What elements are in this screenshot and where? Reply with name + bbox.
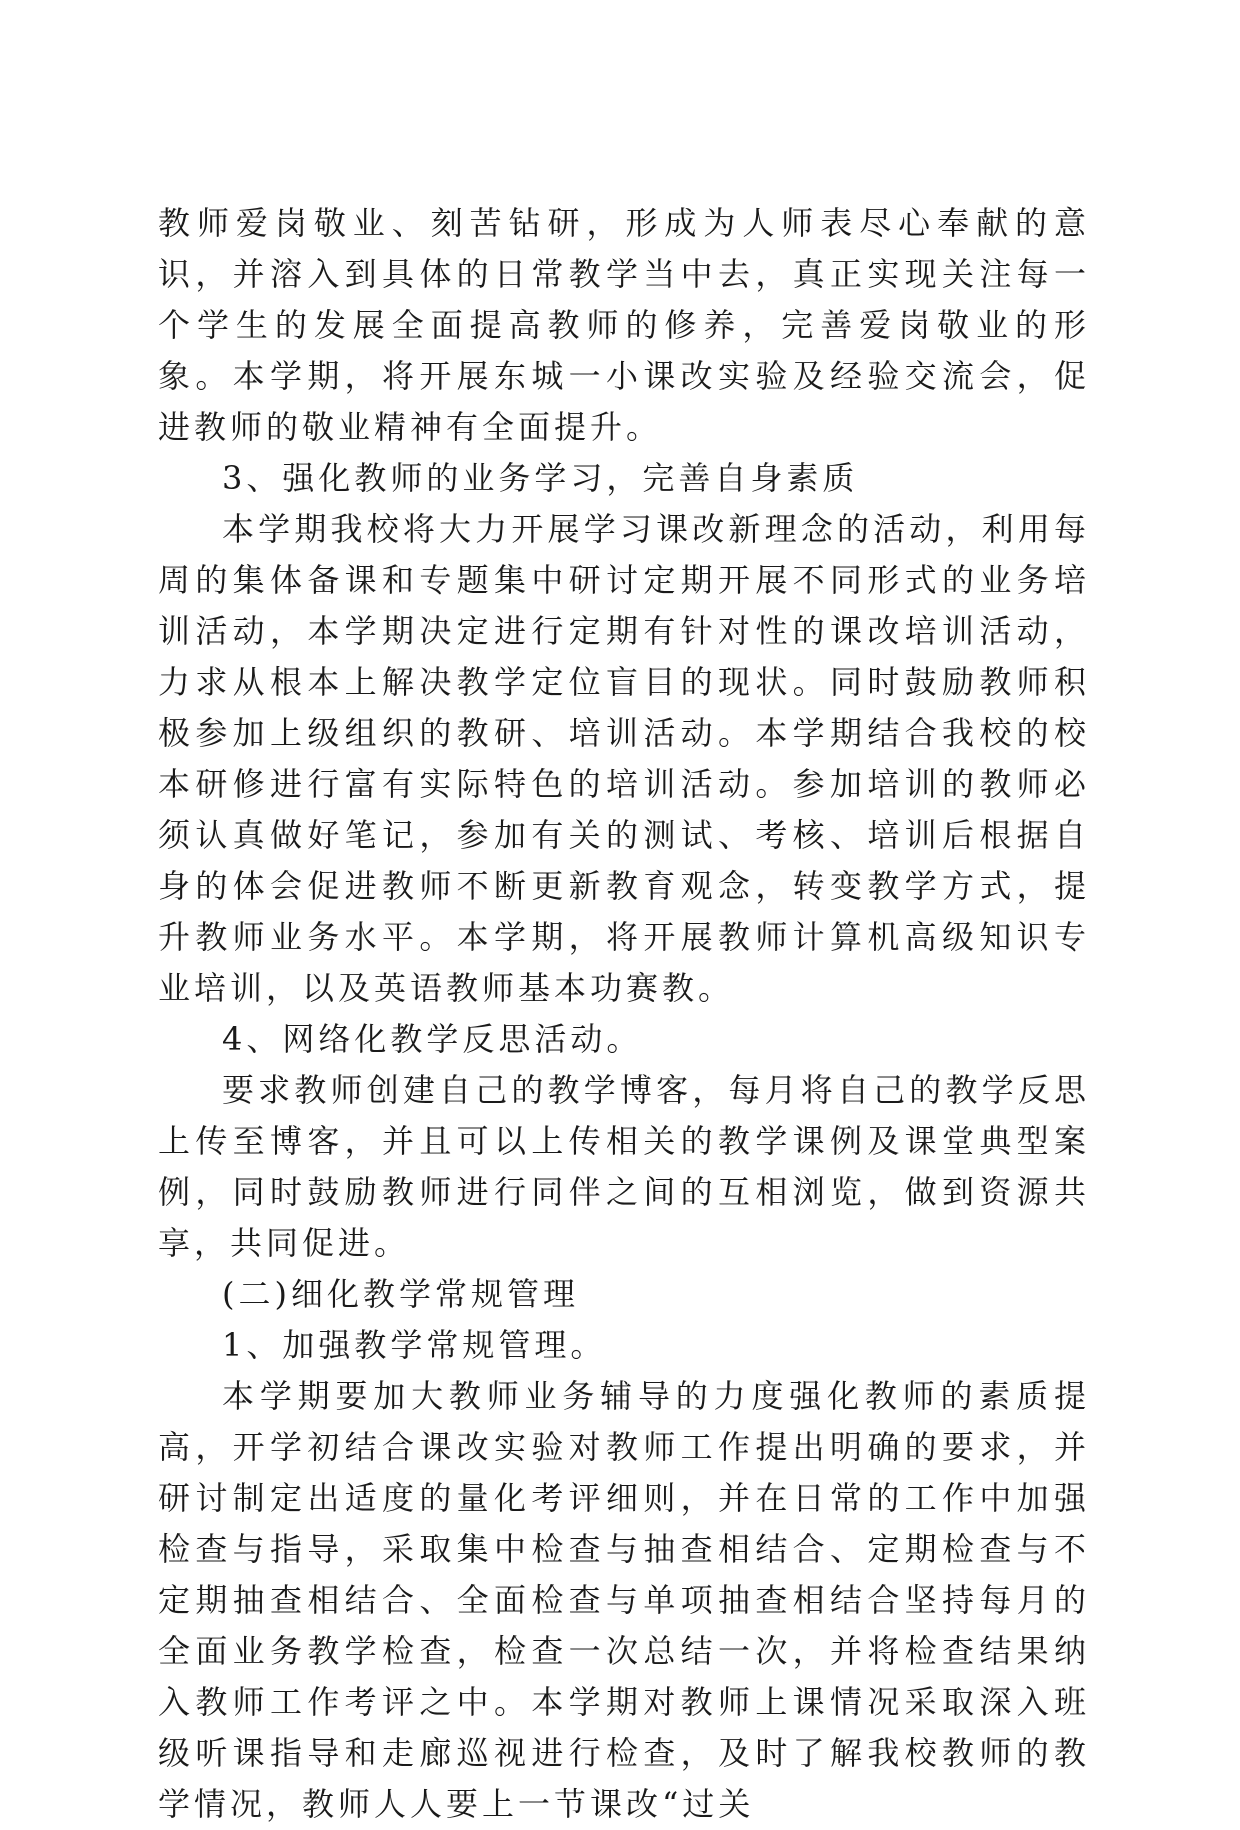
section-heading-1: 1、加强教学常规管理。 (222, 1326, 607, 1364)
section-heading-part-2: (二)细化教学常规管理 (222, 1275, 579, 1313)
paragraph-teaching-blog: 要求教师创建自己的教学博客，每月将自己的教学反思上传至博客，并且可以上传相关的教学课例及课堂典型案例，同时鼓励教师进行同伴之间的互相浏览，做到资源共享，共同促进。 (158, 1071, 1090, 1262)
section-heading-3: 3、强化教师的业务学习，完善自身素质 (222, 459, 859, 497)
section-heading-4: 4、网络化教学反思活动。 (222, 1020, 643, 1058)
paragraph-business-study: 本学期我校将大力开展学习课改新理念的活动，利用每周的集体备课和专题集中研讨定期开展不同形式的业务培训活动，本学期决定进行定期有针对性的课改培训活动，力求从根本上解决教学定位盲目的现状。同时鼓励教师积极参加上级组织的教研、培训活动。本学期结合我校的校本研修进行富有实际特色的培训活动。参加培训的教师必须认真做好笔记，参加有关的测试、考核、培训后根据自身的体会促进教师不断更新教育观念，转变教学方式，提升教师业务水平。本学期，将开展教师计算机高级知识专业培训，以及英语教师基本功赛教。 (158, 510, 1090, 1007)
document-body (158, 198, 1090, 1830)
paragraph-routine-management: 本学期要加大教师业务辅导的力度强化教师的素质提高，开学初结合课改实验对教师工作提出明确的要求，并研讨制定出适度的量化考评细则，并在日常的工作中加强检查与指导，采取集中检查与抽查相结合、定期检查与不定期抽查相结合、全面检查与单项抽查相结合坚持每月的全面业务教学检查，检查一次总结一次，并将检查结果纳入教师工作考评之中。本学期对教师上课情况采取深入班级听课指导和走廊巡视进行检查，及时了解我校教师的教学情况，教师人人要上一节课改“过关 (158, 1377, 1090, 1823)
paragraph-continuation: 教师爱岗敬业、刻苦钻研，形成为人师表尽心奉献的意识，并溶入到具体的日常教学当中去，真正实现关注每一个学生的发展全面提高教师的修养，完善爱岗敬业的形象。本学期，将开展东城一小课改实验及经验交流会，促进教师的敬业精神有全面提升。 (158, 204, 1090, 446)
